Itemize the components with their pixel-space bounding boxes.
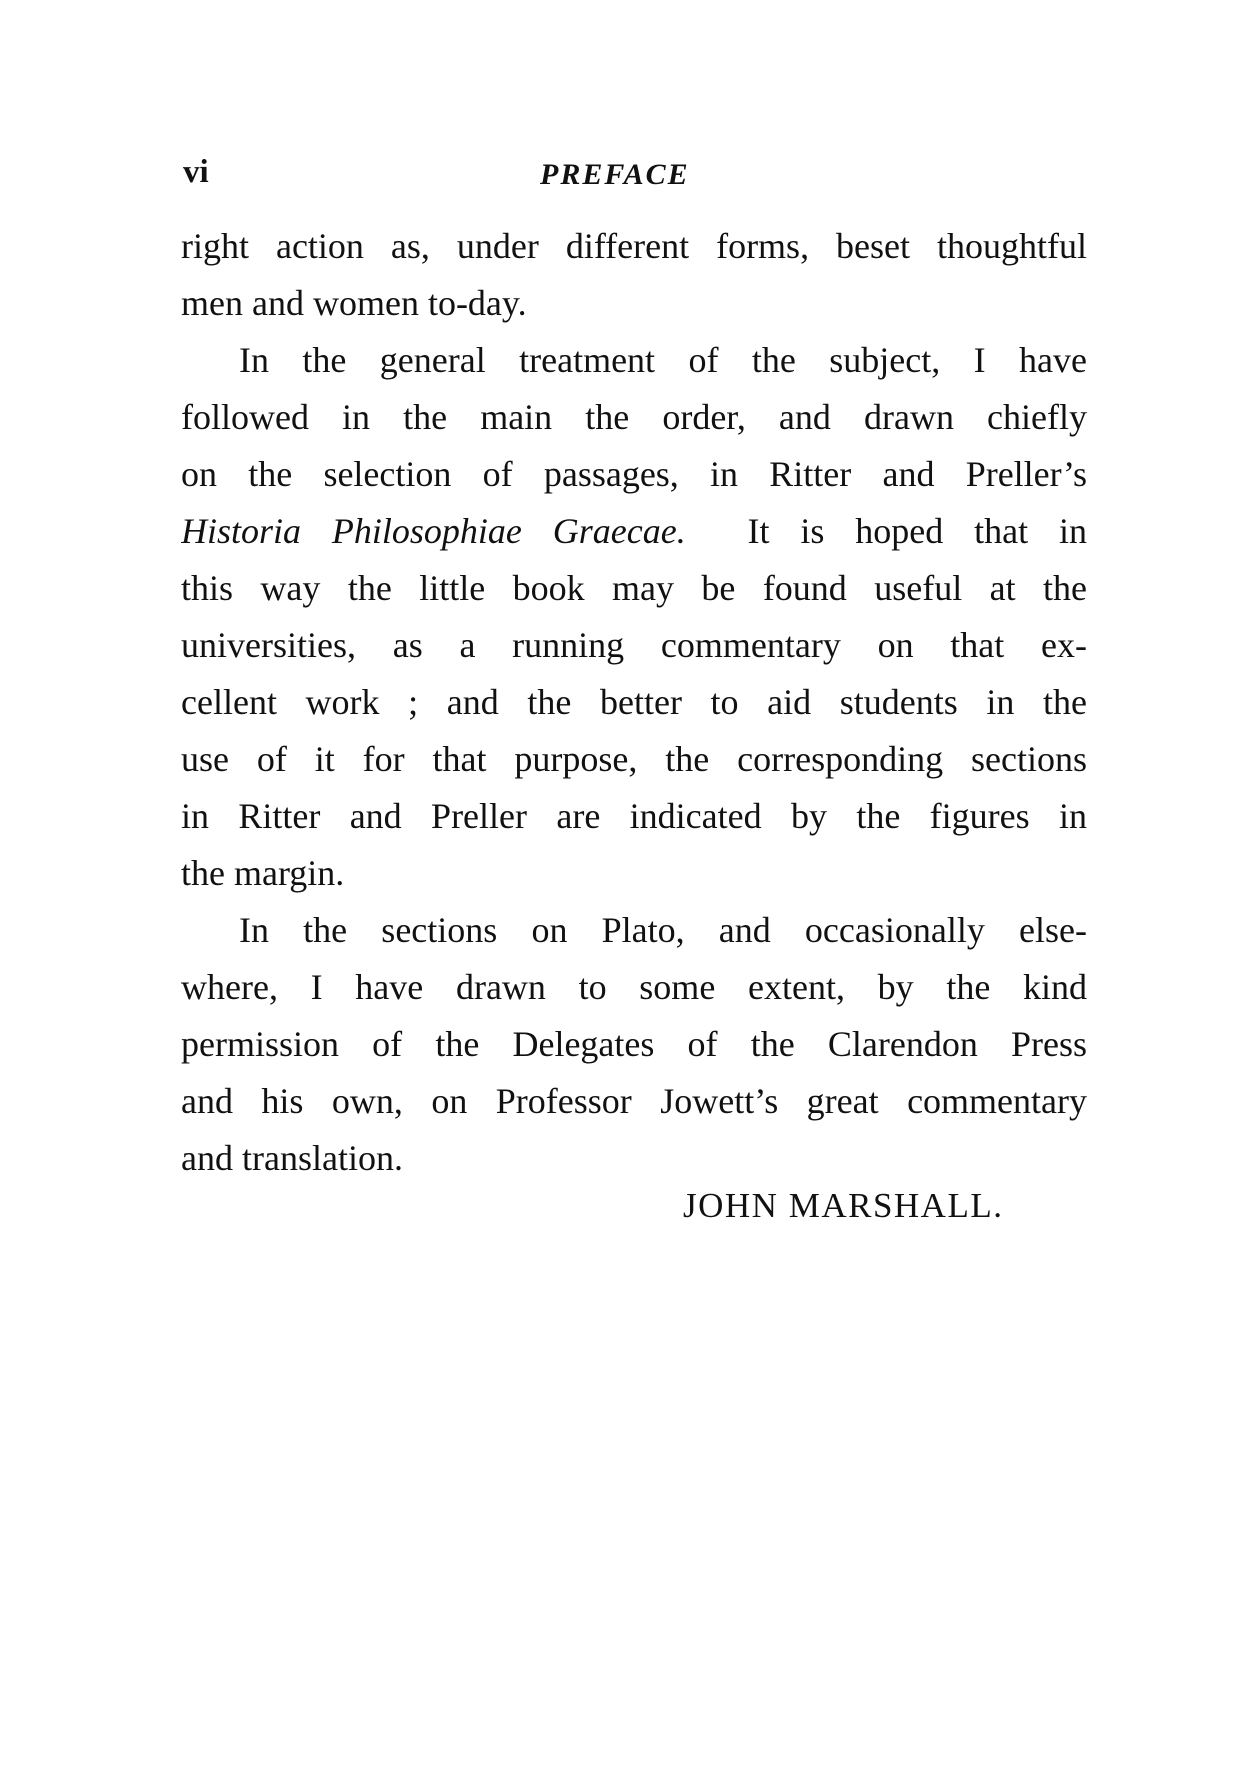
text-line: right action as, under different forms, beset thoughtful: [181, 226, 1087, 266]
text-line: cellent work ; and the better to aid students in the: [181, 682, 1087, 722]
text-line: and translation.: [181, 1138, 403, 1178]
text-line: In the sections on Plato, and occasionally else-: [239, 910, 1087, 950]
author-signature: JOHN MARSHALL.: [683, 1186, 1004, 1225]
text-line: permission of the Delegates of the Clarendon Press: [181, 1024, 1087, 1064]
text-line: followed in the main the order, and drawn chiefly: [181, 397, 1087, 437]
text-line: this way the little book may be found useful at the: [181, 568, 1087, 608]
text-line: the margin.: [181, 853, 345, 893]
page-number: vi: [183, 154, 209, 190]
running-head: PREFACE: [540, 158, 690, 191]
text-line: men and women to-day.: [181, 283, 527, 323]
book-title: Historia Philosophiae Graecae.: [181, 511, 686, 551]
preface-body: [181, 218, 1087, 1187]
text-line: universities, as a running commentary on that ex-: [181, 625, 1087, 665]
text-line: in Ritter and Preller are indicated by the figures in: [181, 796, 1087, 836]
text-line: where, I have drawn to some extent, by the kind: [181, 967, 1087, 1007]
text-line: and his own, on Professor Jowett’s great commentary: [181, 1081, 1087, 1121]
text-line-with-title: [181, 503, 1087, 560]
text-line: use of it for that purpose, the corresponding sections: [181, 739, 1087, 779]
text-line: on the selection of passages, in Ritter and Preller’s: [181, 454, 1087, 494]
text-line: In the general treatment of the subject, I have: [239, 340, 1087, 380]
text-fragment: It is hoped that in: [685, 511, 1087, 551]
